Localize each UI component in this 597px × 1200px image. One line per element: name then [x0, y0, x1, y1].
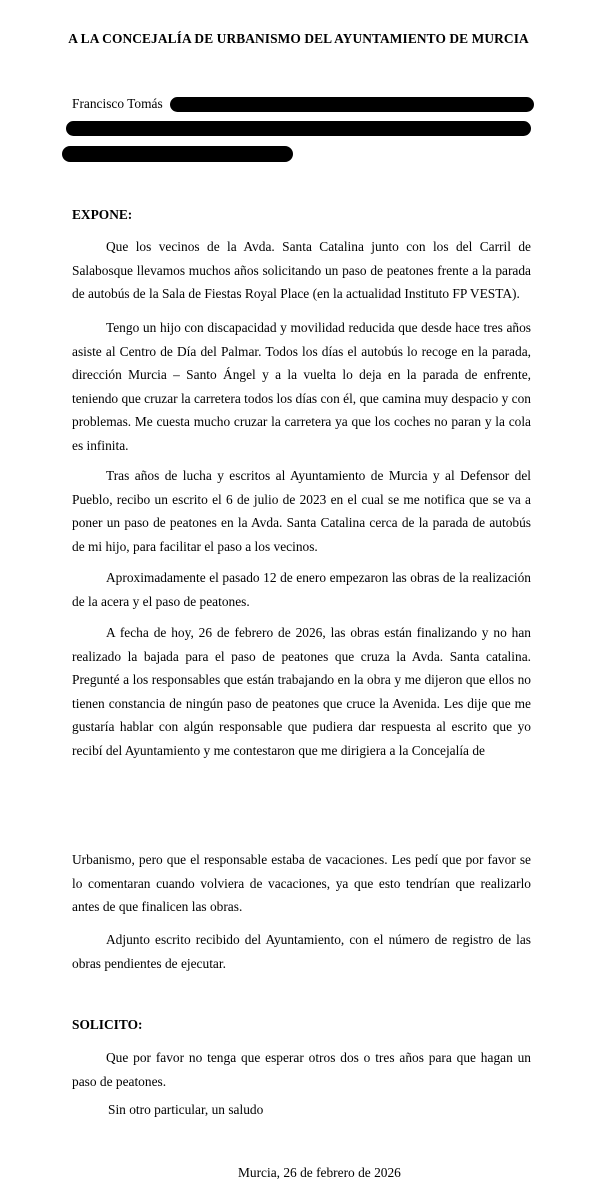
place-date: Murcia, 26 de febrero de 2026 [238, 1165, 401, 1180]
sender-name: Francisco Tomás [72, 96, 163, 111]
paragraph-1: Que los vecinos de la Avda. Santa Catalina junto con los del Carril de Salabosque llevamos muchos años solicitando un paso de peatones frente a la parada de autobús de la Sala de Fiestas Royal Place (en la actualidad Instituto FP VESTA). [72, 239, 531, 301]
redaction-bar [62, 146, 293, 162]
document-title: A LA CONCEJALÍA DE URBANISMO DEL AYUNTAMIENTO DE MURCIA [68, 31, 529, 46]
paragraph-2: Tengo un hijo con discapacidad y movilidad reducida que desde hace tres años asiste al Centro de Día del Palmar. Todos los días el autobús lo recoge en la parada, dirección Murcia – Santo Ángel y a la vuelta lo deja en la parada de enfrente, teniendo que cruzar la carretera todos los días con él, que camina muy despacio y con problemas. Me cuesta mucho cruzar la carretera ya que los coches no paran y la cola es infinita. [72, 320, 531, 453]
paragraph-3: Tras años de lucha y escritos al Ayuntamiento de Murcia y al Defensor del Pueblo, recibo un escrito el 6 de julio de 2023 en el cual se me notifica que se va a poner un paso de peatones en la Avda. Santa Catalina cerca de la parada de autobús de mi hijo, para facilitar el paso a los vecinos. [72, 468, 531, 554]
solicito-heading: SOLICITO: [72, 1017, 143, 1032]
paragraph-5: A fecha de hoy, 26 de febrero de 2026, las obras están finalizando y no han realizado la bajada para el paso de peatones que cruza la Avda. Santa catalina. Pregunté a los responsables que están trabajando en la obra y me dijeron que ellos no tienen constancia de ningún paso de peatones que cruce la Avenida. Les dije que me gustaría hablar con algún responsable que pudiera dar respuesta al escrito que yo recibí del Ayuntamiento y me contestaron que me dirigiera a la Concejalía de [72, 625, 531, 758]
closing-line: Sin otro particular, un saludo [108, 1102, 264, 1117]
redaction-bar [66, 121, 531, 136]
redaction-bar [170, 97, 534, 112]
paragraph-6: Urbanismo, pero que el responsable estaba de vacaciones. Les pedí que por favor se lo comentaran cuando volviera de vacaciones, ya que esto tendrían que realizarlo antes de que finalicen las obras. [72, 852, 531, 914]
solicito-paragraph: Que por favor no tenga que esperar otros dos o tres años para que hagan un paso de peatones. [72, 1050, 531, 1089]
paragraph-4: Aproximadamente el pasado 12 de enero empezaron las obras de la realización de la acera y el paso de peatones. [72, 570, 531, 609]
expone-heading: EXPONE: [72, 207, 133, 222]
paragraph-7: Adjunto escrito recibido del Ayuntamiento, con el número de registro de las obras pendientes de ejecutar. [72, 932, 531, 971]
